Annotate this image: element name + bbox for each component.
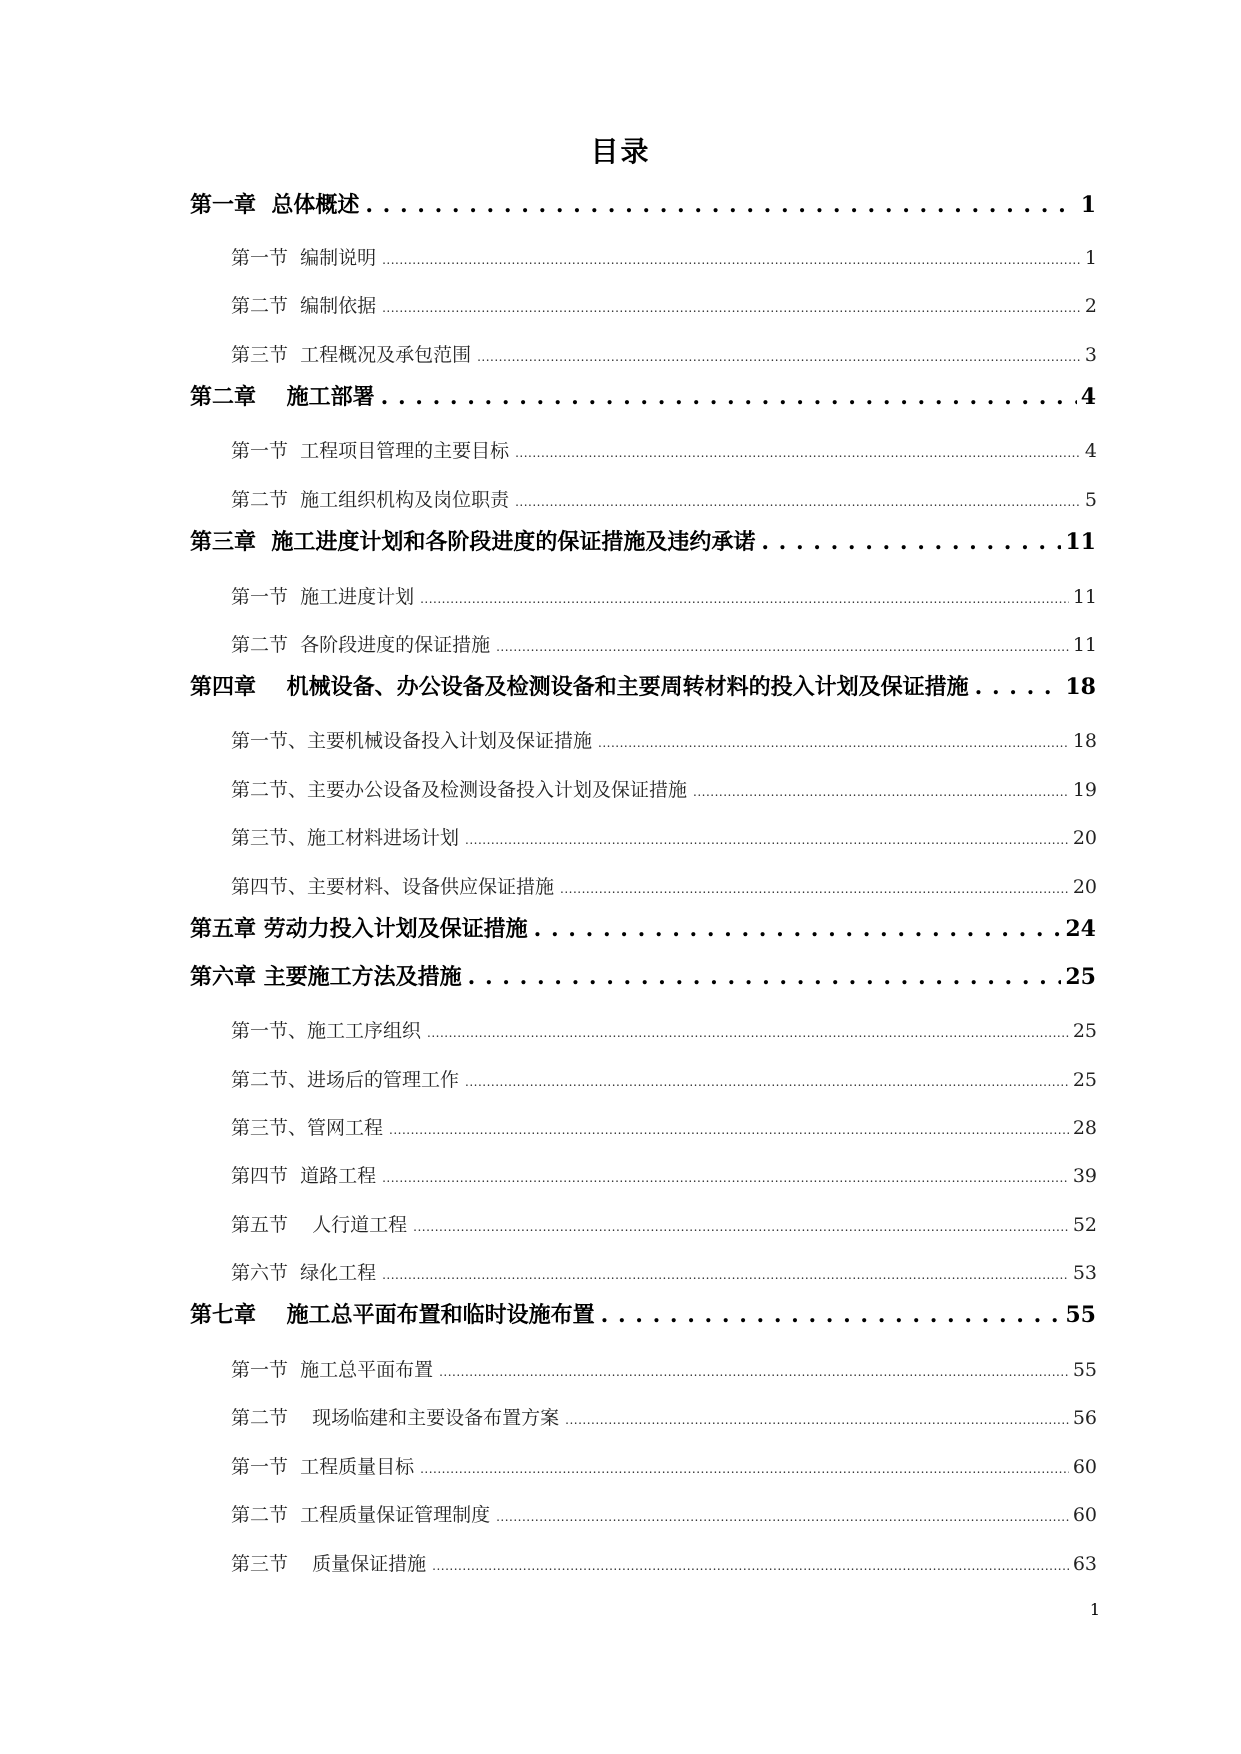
- toc-entry-page: 55: [1065, 1302, 1096, 1328]
- toc-title: 目录: [590, 135, 651, 168]
- dot-leader: [427, 1020, 1069, 1042]
- toc-entry-label: 第一节、施工工序组织: [231, 1020, 422, 1042]
- toc-entry-section[interactable]: [231, 1500, 1097, 1527]
- toc-entry-section[interactable]: [231, 243, 1097, 270]
- toc-entry-label: 第三节 工程概况及承包范围: [231, 344, 472, 366]
- toc-entry-label: 第二节 工程质量保证管理制度: [231, 1504, 491, 1526]
- toc-entry-chapter[interactable]: [190, 380, 1096, 411]
- dot-leader: [465, 1069, 1069, 1091]
- toc-entry-page: 4: [1080, 384, 1096, 410]
- toc-entry-label: 第一节 编制说明: [231, 247, 377, 269]
- dot-leader: [693, 779, 1069, 801]
- toc-entry-chapter[interactable]: [190, 188, 1096, 219]
- toc-entry-page: 52: [1072, 1214, 1097, 1236]
- dot-leader: [601, 1302, 1062, 1328]
- toc-entry-label: 第二节 现场临建和主要设备布置方案: [231, 1407, 560, 1429]
- dot-leader: [389, 1117, 1069, 1139]
- toc-entry-chapter[interactable]: [190, 960, 1096, 991]
- dot-leader: [432, 1553, 1069, 1575]
- toc-entry-section[interactable]: [231, 582, 1097, 609]
- toc-entry-label: 第二节 各阶段进度的保证措施: [231, 634, 491, 656]
- toc-entry-label: 第四节、主要材料、设备供应保证措施: [231, 876, 555, 898]
- toc-entry-label: 第二节、主要办公设备及检测设备投入计划及保证措施: [231, 779, 688, 801]
- toc-entry-label: 第四章 机械设备、办公设备及检测设备和主要周转材料的投入计划及保证措施: [190, 674, 969, 700]
- toc-entry-section[interactable]: [231, 1355, 1097, 1382]
- toc-entry-label: 第四节 道路工程: [231, 1165, 377, 1187]
- dot-leader: [496, 634, 1069, 656]
- toc-entry-page: 18: [1072, 730, 1097, 752]
- toc-entry-chapter[interactable]: [190, 1298, 1096, 1329]
- toc-entry-page: 11: [1065, 529, 1096, 555]
- toc-entry-chapter[interactable]: [190, 670, 1096, 701]
- toc-entry-chapter[interactable]: [190, 912, 1096, 943]
- toc-entry-section[interactable]: [231, 340, 1097, 367]
- toc-entry-page: 60: [1072, 1504, 1097, 1526]
- dot-leader: [761, 529, 1061, 555]
- dot-leader: [598, 730, 1069, 752]
- toc-entry-section[interactable]: [231, 1210, 1097, 1237]
- toc-entry-page: 63: [1072, 1553, 1097, 1575]
- toc-entry-page: 24: [1065, 916, 1096, 942]
- toc-entry-section[interactable]: [231, 436, 1097, 463]
- dot-leader: [420, 586, 1069, 608]
- dot-leader: [560, 876, 1069, 898]
- toc-entry-label: 第六节 绿化工程: [231, 1262, 377, 1284]
- toc-entry-page: 55: [1072, 1359, 1097, 1381]
- dot-leader: [468, 964, 1062, 990]
- dot-leader: [565, 1407, 1069, 1429]
- toc-entry-section[interactable]: [231, 630, 1097, 657]
- toc-entry-label: 第三节、施工材料进场计划: [231, 827, 460, 849]
- toc-entry-label: 第一节 工程质量目标: [231, 1456, 415, 1478]
- dot-leader: [515, 489, 1081, 511]
- toc-entry-section[interactable]: [231, 823, 1097, 850]
- dot-leader: [515, 440, 1081, 462]
- toc-entry-page: 2: [1084, 295, 1097, 317]
- toc-entry-section[interactable]: [231, 1258, 1097, 1285]
- toc-entry-section[interactable]: [231, 485, 1097, 512]
- toc-entry-chapter[interactable]: [190, 525, 1096, 556]
- toc-entry-label: 第三节、管网工程: [231, 1117, 384, 1139]
- dot-leader: [413, 1214, 1069, 1236]
- dot-leader: [381, 384, 1077, 410]
- dot-leader: [382, 1262, 1069, 1284]
- toc-entry-page: 18: [1065, 674, 1096, 700]
- toc-entry-label: 第三节 质量保证措施: [231, 1553, 427, 1575]
- dot-leader: [420, 1456, 1069, 1478]
- toc-entry-label: 第七章 施工总平面布置和临时设施布置: [190, 1302, 595, 1328]
- dot-leader: [382, 295, 1081, 317]
- dot-leader: [439, 1359, 1069, 1381]
- toc-entry-label: 第一节 施工进度计划: [231, 586, 415, 608]
- dot-leader: [465, 827, 1069, 849]
- dot-leader: [534, 916, 1062, 942]
- toc-entry-page: 25: [1065, 964, 1096, 990]
- toc-entry-label: 第六章 主要施工方法及措施: [190, 964, 462, 990]
- dot-leader: [382, 247, 1081, 269]
- page-number: 1: [1089, 1600, 1100, 1619]
- dot-leader: [496, 1504, 1069, 1526]
- toc-entry-label: 第二节、进场后的管理工作: [231, 1069, 460, 1091]
- toc-entry-label: 第三章 施工进度计划和各阶段进度的保证措施及违约承诺: [190, 529, 756, 555]
- toc-entry-label: 第五节 人行道工程: [231, 1214, 408, 1236]
- toc-entry-section[interactable]: [231, 291, 1097, 318]
- toc-entry-section[interactable]: [231, 1016, 1097, 1043]
- dot-leader: [477, 344, 1081, 366]
- toc-entry-section[interactable]: [231, 1403, 1097, 1430]
- toc-entry-page: 3: [1084, 344, 1097, 366]
- toc-entry-page: 56: [1072, 1407, 1097, 1429]
- toc-entry-page: 1: [1084, 247, 1097, 269]
- toc-entry-label: 第五章 劳动力投入计划及保证措施: [190, 916, 528, 942]
- toc-entry-page: 4: [1084, 440, 1097, 462]
- toc-entry-page: 11: [1072, 586, 1097, 608]
- toc-entry-page: 53: [1072, 1262, 1097, 1284]
- dot-leader: [382, 1165, 1069, 1187]
- toc-entry-page: 28: [1072, 1117, 1097, 1139]
- dot-leader: [975, 674, 1062, 700]
- toc-entry-page: 20: [1072, 827, 1097, 849]
- toc-entry-section[interactable]: [231, 1065, 1097, 1092]
- toc-entry-page: 5: [1084, 489, 1097, 511]
- toc-entry-page: 25: [1072, 1069, 1097, 1091]
- toc-entry-section[interactable]: [231, 1113, 1097, 1140]
- toc-entry-page: 20: [1072, 876, 1097, 898]
- toc-entry-label: 第二节 施工组织机构及岗位职责: [231, 489, 510, 511]
- toc-entry-page: 25: [1072, 1020, 1097, 1042]
- toc-entry-section[interactable]: [231, 1452, 1097, 1479]
- toc-entry-label: 第一节 施工总平面布置: [231, 1359, 434, 1381]
- toc-entry-page: 39: [1072, 1165, 1097, 1187]
- toc-entry-section[interactable]: [231, 1161, 1097, 1188]
- toc-entry-label: 第一节 工程项目管理的主要目标: [231, 440, 510, 462]
- toc-entry-section[interactable]: [231, 775, 1097, 802]
- toc-entry-label: 第一章 总体概述: [190, 192, 360, 218]
- toc-entry-section[interactable]: [231, 726, 1097, 753]
- toc-entry-page: 11: [1072, 634, 1097, 656]
- toc-entry-section[interactable]: [231, 1549, 1097, 1576]
- toc-entry-label: 第二节 编制依据: [231, 295, 377, 317]
- dot-leader: [365, 192, 1076, 218]
- toc-entry-page: 1: [1080, 192, 1096, 218]
- toc-entry-label: 第一节、主要机械设备投入计划及保证措施: [231, 730, 593, 752]
- toc-entry-page: 19: [1072, 779, 1097, 801]
- toc-entry-section[interactable]: [231, 872, 1097, 899]
- toc-entry-page: 60: [1072, 1456, 1097, 1478]
- toc-entry-label: 第二章 施工部署: [190, 384, 375, 410]
